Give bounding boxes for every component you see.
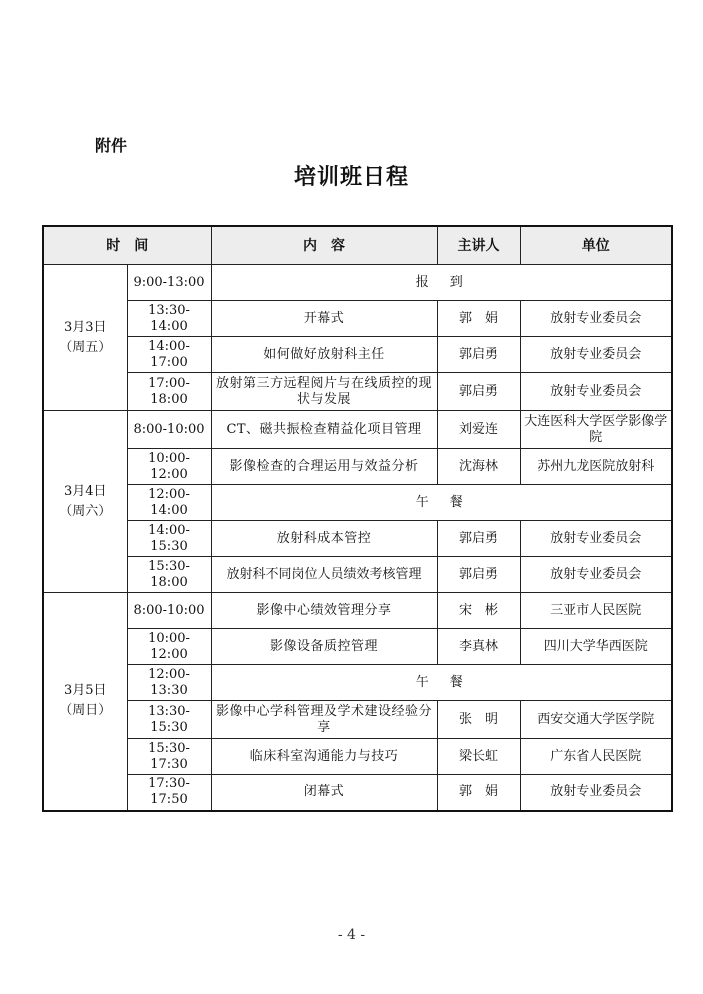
unit-cell: 四川大学华西医院 [520, 629, 672, 665]
unit-cell: 放射专业委员会 [520, 557, 672, 593]
session-cell: 午 餐 [211, 665, 672, 701]
table-row [43, 265, 672, 301]
unit-cell: 放射专业委员会 [520, 775, 672, 811]
content-cell: 如何做好放射科主任 [211, 337, 437, 373]
table-row [43, 485, 672, 521]
unit-cell: 放射专业委员会 [520, 373, 672, 411]
time-cell: 8:00-10:00 [127, 593, 211, 629]
time-cell: 14:00-15:30 [127, 521, 211, 557]
time-cell: 17:00-18:00 [127, 373, 211, 411]
day-cell [43, 593, 127, 811]
session-cell: 午 餐 [211, 485, 672, 521]
unit-cell: 放射专业委员会 [520, 337, 672, 373]
time-cell: 13:30-14:00 [127, 301, 211, 337]
unit-cell: 大连医科大学医学影像学院 [520, 411, 672, 449]
table-row [43, 775, 672, 811]
time-cell: 15:30-18:00 [127, 557, 211, 593]
table-row [43, 629, 672, 665]
day-weekday: （周六） [59, 503, 112, 519]
day-weekday: （周五） [59, 339, 112, 355]
speaker-cell: 郭 娟 [437, 775, 520, 811]
column-header-content: 内 容 [211, 226, 437, 265]
day-date: 3月4日 [63, 483, 107, 499]
unit-cell: 放射专业委员会 [520, 301, 672, 337]
day-date: 3月5日 [63, 683, 107, 699]
speaker-cell: 郭启勇 [437, 373, 520, 411]
time-cell: 10:00-12:00 [127, 629, 211, 665]
content-cell: CT、磁共振检查精益化项目管理 [211, 411, 437, 449]
table-row [43, 449, 672, 485]
table-row [43, 701, 672, 739]
table-row [43, 739, 672, 775]
content-cell: 临床科室沟通能力与技巧 [211, 739, 437, 775]
time-cell: 12:00-14:00 [127, 485, 211, 521]
table-row [43, 521, 672, 557]
content-cell: 影像设备质控管理 [211, 629, 437, 665]
content-cell: 放射科成本管控 [211, 521, 437, 557]
time-cell: 8:00-10:00 [127, 411, 211, 449]
speaker-cell: 郭 娟 [437, 301, 520, 337]
table-header-row [43, 226, 672, 265]
speaker-cell: 张 明 [437, 701, 520, 739]
time-cell: 13:30-15:30 [127, 701, 211, 739]
day-weekday: （周日） [59, 703, 112, 719]
time-cell: 17:30-17:50 [127, 775, 211, 811]
content-cell: 放射第三方远程阅片与在线质控的现状与发展 [211, 373, 437, 411]
table-row [43, 373, 672, 411]
speaker-cell: 郭启勇 [437, 521, 520, 557]
speaker-cell: 郭启勇 [437, 557, 520, 593]
time-cell: 14:00-17:00 [127, 337, 211, 373]
table-row [43, 411, 672, 449]
unit-cell: 苏州九龙医院放射科 [520, 449, 672, 485]
unit-cell: 西安交通大学医学院 [520, 701, 672, 739]
content-cell: 影像中心绩效管理分享 [211, 593, 437, 629]
speaker-cell: 刘爱连 [437, 411, 520, 449]
day-cell [43, 265, 127, 411]
content-cell: 闭幕式 [211, 775, 437, 811]
table-row [43, 665, 672, 701]
speaker-cell: 梁长虹 [437, 739, 520, 775]
time-cell: 10:00-12:00 [127, 449, 211, 485]
page-title: 培训班日程 [293, 165, 409, 190]
table-row [43, 301, 672, 337]
table-row [43, 557, 672, 593]
speaker-cell: 李真林 [437, 629, 520, 665]
unit-cell: 广东省人民医院 [520, 739, 672, 775]
time-cell: 12:00-13:30 [127, 665, 211, 701]
page-number: - 4 - [337, 927, 366, 943]
column-header-unit: 单位 [520, 226, 672, 265]
day-date: 3月3日 [63, 319, 107, 335]
content-cell: 影像检查的合理运用与效益分析 [211, 449, 437, 485]
table-row [43, 593, 672, 629]
time-cell: 15:30-17:30 [127, 739, 211, 775]
content-cell: 放射科不同岗位人员绩效考核管理 [211, 557, 437, 593]
day-cell [43, 411, 127, 593]
unit-cell: 放射专业委员会 [520, 521, 672, 557]
column-header-time: 时 间 [43, 226, 211, 265]
speaker-cell: 宋 彬 [437, 593, 520, 629]
unit-cell: 三亚市人民医院 [520, 593, 672, 629]
table-row [43, 337, 672, 373]
column-header-speaker: 主讲人 [437, 226, 520, 265]
content-cell: 影像中心学科管理及学术建设经验分享 [211, 701, 437, 739]
time-cell: 9:00-13:00 [127, 265, 211, 301]
speaker-cell: 沈海林 [437, 449, 520, 485]
attachment-label: 附件 [95, 136, 128, 155]
session-cell: 报 到 [211, 265, 672, 301]
schedule-table [42, 225, 673, 812]
speaker-cell: 郭启勇 [437, 337, 520, 373]
content-cell: 开幕式 [211, 301, 437, 337]
